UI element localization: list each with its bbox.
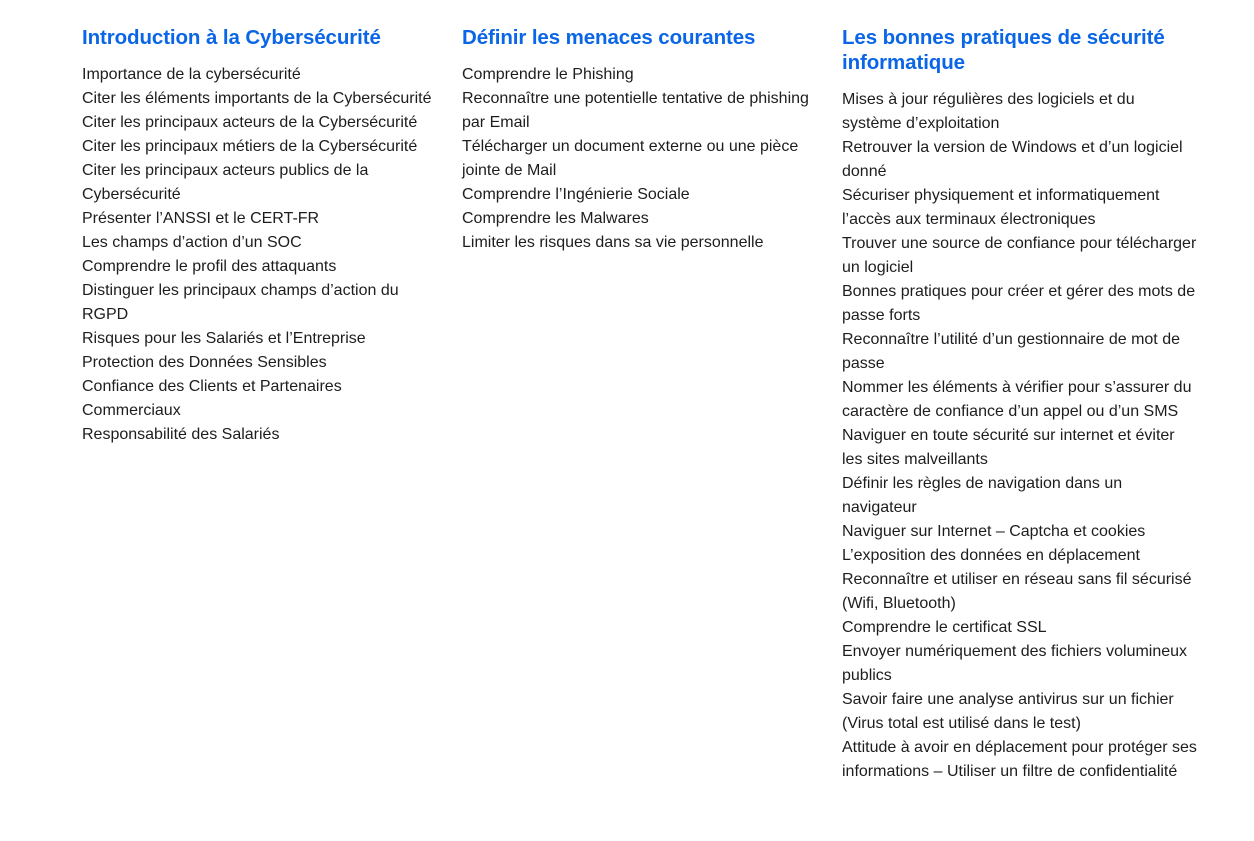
- list-item: Attitude à avoir en déplacement pour protéger ses informations – Utiliser un filtre de confidentialité: [842, 739, 1197, 780]
- list-item: Comprendre l’Ingénierie Sociale: [462, 186, 690, 203]
- list-item: Sécuriser physiquement et informatiquement l’accès aux terminaux électroniques: [842, 187, 1160, 228]
- column-menaces: [462, 25, 842, 784]
- list-item: Nommer les éléments à vérifier pour s’assurer du caractère de confiance d’un appel ou d’un SMS: [842, 379, 1192, 420]
- column-title: Les bonnes pratiques de sécurité informatique: [842, 26, 1165, 74]
- list-item: Retrouver la version de Windows et d’un logiciel donné: [842, 139, 1183, 180]
- list-item: Comprendre le Phishing: [462, 66, 634, 83]
- topic-list: [842, 88, 1197, 784]
- list-item: Citer les éléments importants de la Cybersécurité: [82, 90, 432, 107]
- list-item: Reconnaître et utiliser en réseau sans fil sécurisé (Wifi, Bluetooth): [842, 571, 1192, 612]
- column-introduction: [82, 25, 462, 784]
- curriculum-columns: [82, 25, 1197, 784]
- list-item: Les champs d’action d’un SOC: [82, 234, 302, 251]
- list-item: Confiance des Clients et Partenaires Commerciaux: [82, 378, 342, 419]
- topic-list: [462, 63, 842, 255]
- list-item: Responsabilité des Salariés: [82, 426, 280, 443]
- list-item: Citer les principaux métiers de la Cybersécurité: [82, 138, 418, 155]
- list-item: Naviguer en toute sécurité sur internet et éviter les sites malveillants: [842, 427, 1175, 468]
- list-item: Limiter les risques dans sa vie personnelle: [462, 234, 764, 251]
- list-item: Comprendre les Malwares: [462, 210, 649, 227]
- list-item: Présenter l’ANSSI et le CERT-FR: [82, 210, 320, 227]
- list-item: Risques pour les Salariés et l’Entreprise: [82, 330, 366, 347]
- column-bonnes-pratiques: [842, 25, 1197, 784]
- list-item: Reconnaître une potentielle tentative de phishing par Email: [462, 90, 809, 131]
- list-item: Savoir faire une analyse antivirus sur un fichier (Virus total est utilisé dans le test): [842, 691, 1174, 732]
- list-item: Mises à jour régulières des logiciels et du système d’exploitation: [842, 91, 1135, 132]
- list-item: Reconnaître l’utilité d’un gestionnaire de mot de passe: [842, 331, 1180, 372]
- list-item: Protection des Données Sensibles: [82, 354, 327, 371]
- list-item: Distinguer les principaux champs d’action du RGPD: [82, 282, 399, 323]
- list-item: Définir les règles de navigation dans un navigateur: [842, 475, 1123, 516]
- list-item: Citer les principaux acteurs publics de la Cybersécurité: [82, 162, 369, 203]
- list-item: Importance de la cybersécurité: [82, 66, 301, 83]
- column-title: Définir les menaces courantes: [462, 26, 756, 49]
- list-item: Bonnes pratiques pour créer et gérer des mots de passe forts: [842, 283, 1196, 324]
- list-item: Comprendre le profil des attaquants: [82, 258, 337, 275]
- list-item: Citer les principaux acteurs de la Cybersécurité: [82, 114, 418, 131]
- list-item: Trouver une source de confiance pour télécharger un logiciel: [842, 235, 1197, 276]
- list-item: Comprendre le certificat SSL: [842, 619, 1047, 636]
- column-title: Introduction à la Cybersécurité: [82, 26, 381, 49]
- list-item: Envoyer numériquement des fichiers volumineux publics: [842, 643, 1188, 684]
- list-item: Télécharger un document externe ou une pièce jointe de Mail: [462, 138, 799, 179]
- list-item: Naviguer sur Internet – Captcha et cookies: [842, 523, 1146, 540]
- list-item: L’exposition des données en déplacement: [842, 547, 1140, 564]
- topic-list: [82, 63, 462, 447]
